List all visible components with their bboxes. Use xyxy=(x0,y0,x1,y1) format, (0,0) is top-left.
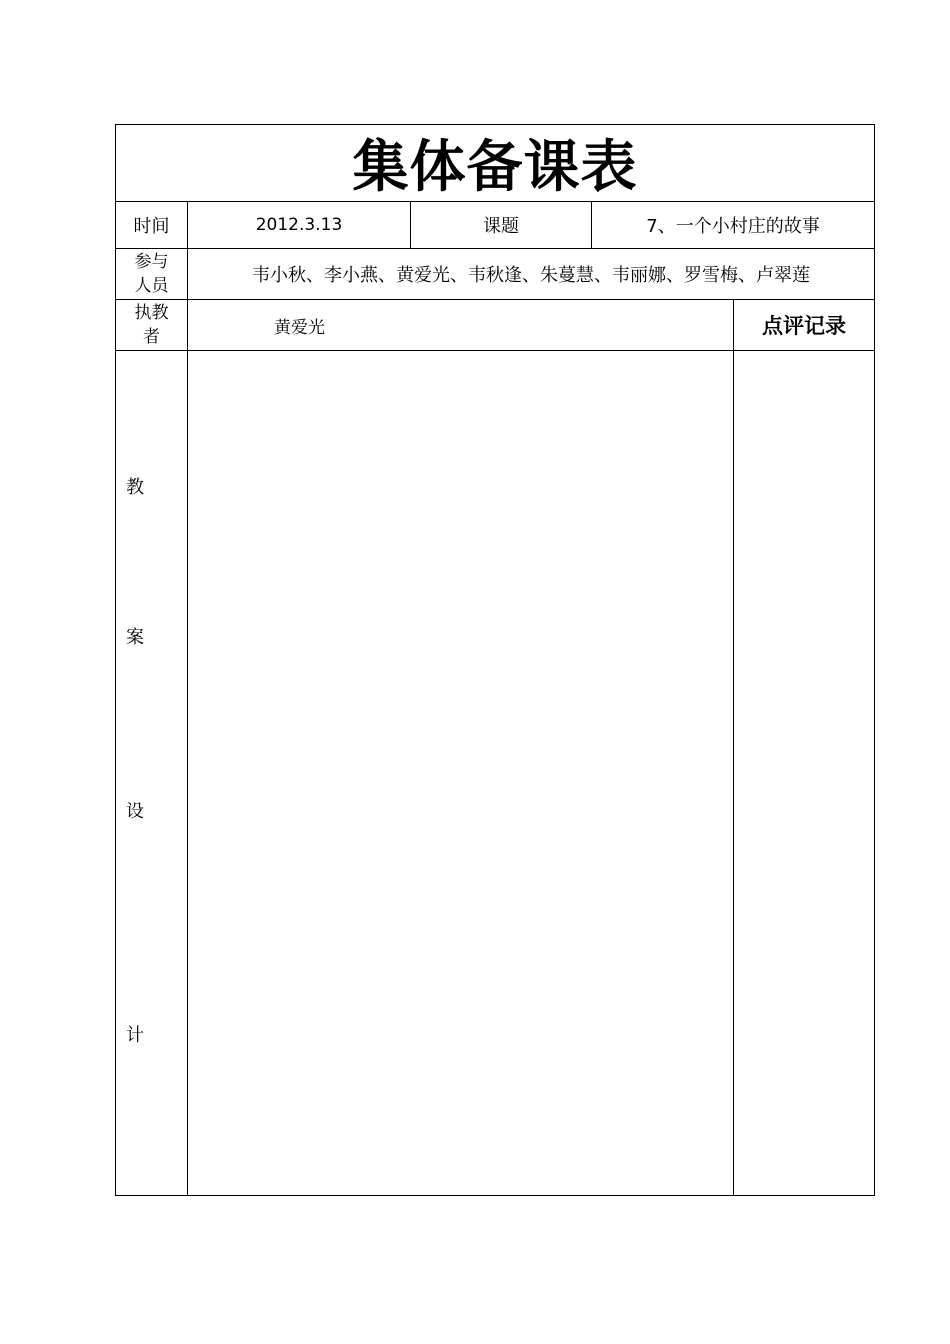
lesson-plan-char: 案 xyxy=(126,627,144,648)
teacher-label xyxy=(116,300,187,350)
teacher-label-line1: 执教 xyxy=(134,303,169,323)
time-value: 2012.3.13 xyxy=(255,215,343,235)
review-header: 点评记录 xyxy=(762,314,846,338)
lesson-plan-char: 教 xyxy=(126,477,144,498)
lesson-prep-form xyxy=(115,124,875,1196)
lesson-plan-content[interactable] xyxy=(188,351,733,1195)
lesson-plan-label xyxy=(116,351,187,1195)
participants-label-line1: 参与 xyxy=(134,252,169,272)
participants-label-line2: 人员 xyxy=(134,276,169,296)
teacher-value: 黄爱光 xyxy=(274,317,325,338)
review-content[interactable] xyxy=(734,351,874,1195)
time-label: 时间 xyxy=(133,216,170,237)
form-title: 集体备课表 xyxy=(352,135,638,200)
participants-label xyxy=(116,249,187,299)
lesson-plan-char: 设 xyxy=(126,801,144,822)
teacher-label-line2: 者 xyxy=(143,327,160,347)
participants-value: 韦小秋、李小燕、黄爱光、韦秋逢、朱蔓慧、韦丽娜、罗雪梅、卢翠莲 xyxy=(252,265,810,286)
topic-label: 课题 xyxy=(483,216,519,237)
lesson-plan-char: 计 xyxy=(126,1025,144,1046)
topic-value: 7、一个小村庄的故事 xyxy=(646,216,820,237)
